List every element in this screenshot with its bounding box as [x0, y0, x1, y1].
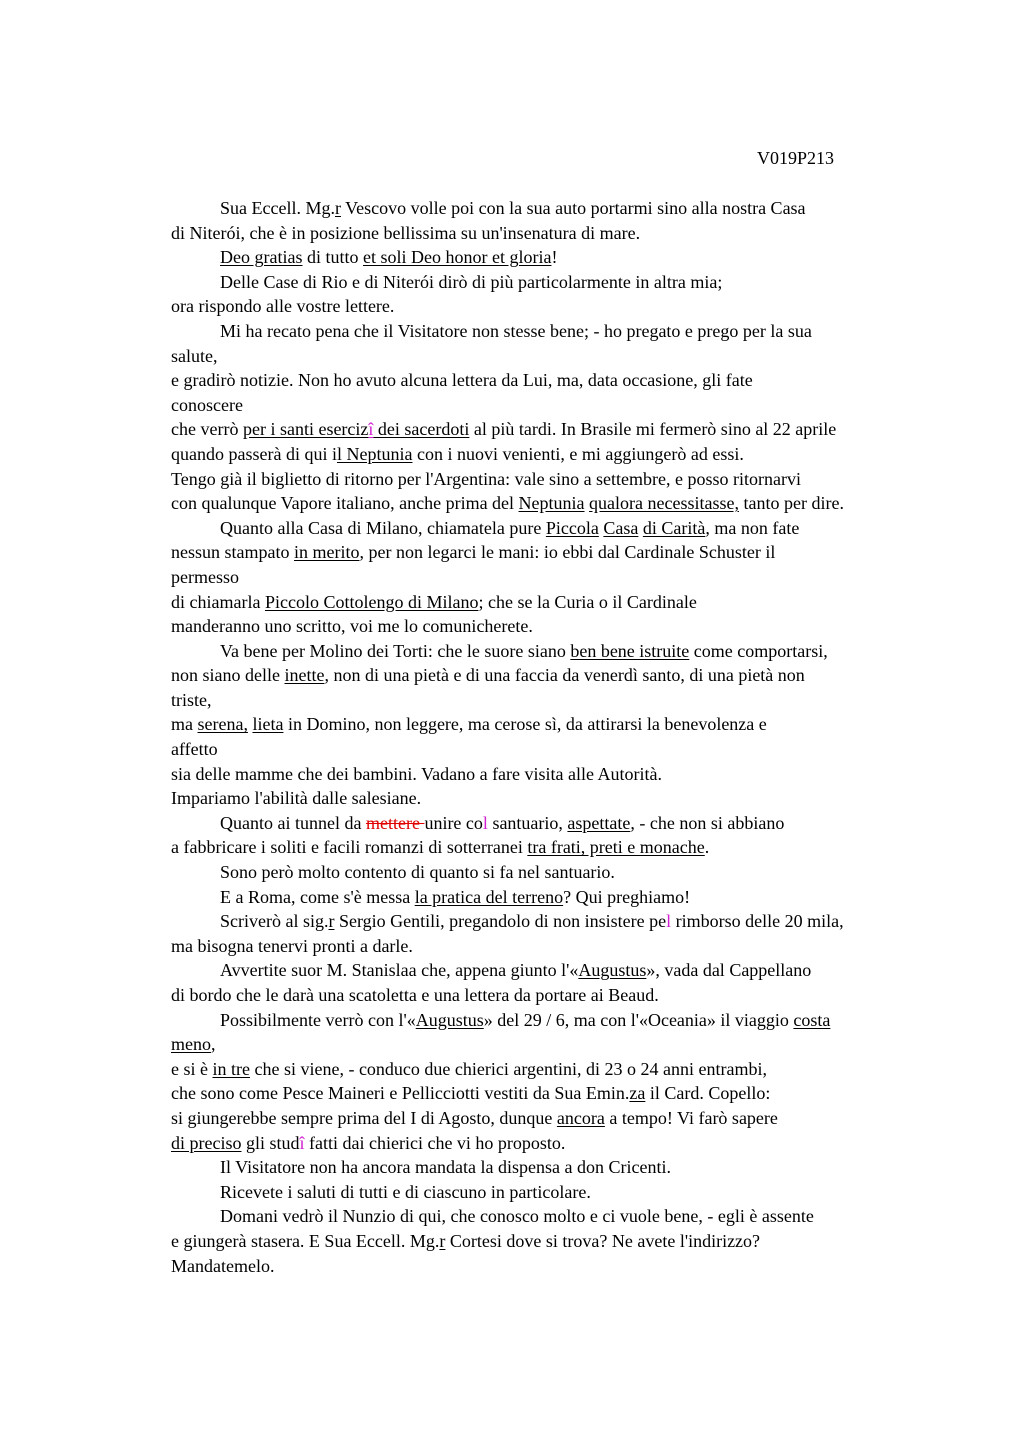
text-line — [171, 909, 961, 934]
text-line — [171, 319, 961, 344]
underlined-text: dei sacerdoti — [373, 419, 470, 440]
text-line — [171, 467, 961, 492]
text-line — [171, 762, 961, 787]
text-run: sia delle mamme che dei bambini. Vadano a fare visita alle Autorità. — [171, 763, 663, 784]
underlined-text: l Neptunia — [336, 443, 413, 464]
text-run: nessun stampato — [171, 542, 294, 563]
text-run: tanto per dire. — [738, 493, 844, 514]
underlined-text: in tre — [212, 1058, 250, 1079]
text-run: salute, — [171, 345, 218, 366]
deleted-word: mettere — [365, 812, 425, 833]
text-run: Sono però molto contento di quanto si fa nel santuario. — [220, 862, 615, 883]
text-run: affetto — [171, 739, 218, 760]
text-run: si giungerebbe sempre prima del I di Agosto, dunque — [171, 1107, 557, 1128]
underlined-text: meno — [171, 1034, 211, 1055]
text-run: Domani vedrò il Nunzio di qui, che conosco molto e ci vuole bene, - egli è assente — [220, 1206, 814, 1227]
inserted-letter: î — [368, 419, 374, 440]
text-line — [171, 934, 961, 959]
text-run: che si viene, - conduco due chierici argentini, di 23 o 24 anni entrambi, — [249, 1058, 767, 1079]
text-run: ! — [551, 247, 558, 268]
text-line — [171, 417, 961, 442]
text-line — [171, 294, 961, 319]
text-line — [171, 1254, 961, 1279]
underlined-text: et soli Deo honor et gloria — [362, 247, 552, 268]
text-line — [171, 614, 961, 639]
text-line — [171, 1131, 961, 1156]
text-run: Impariamo l'abilità dalle salesiane. — [171, 788, 422, 809]
text-run: che verrò — [171, 419, 243, 440]
text-run: in Domino, non leggere, ma cerose sì, da attirarsi la benevolenza e — [283, 714, 767, 735]
text-line — [171, 1057, 961, 1082]
text-line — [171, 393, 961, 418]
document-code: V019P213 — [757, 148, 835, 168]
underlined-text: Casa — [603, 517, 639, 538]
underlined-text: la pratica del terreno — [414, 886, 564, 907]
underlined-text: lieta — [252, 714, 284, 735]
text-line — [171, 1008, 961, 1033]
underlined-text: r — [439, 1230, 446, 1251]
text-run: santuario, — [487, 812, 568, 833]
underlined-text: Deo gratias — [220, 247, 303, 268]
text-line — [171, 860, 961, 885]
text-line — [171, 835, 961, 860]
text-run: di chiamarla — [171, 591, 265, 612]
text-line — [171, 344, 961, 369]
text-run: Ricevete i saluti di tutti e di ciascuno in particolare. — [220, 1181, 591, 1202]
text-line — [171, 442, 961, 467]
text-run: Quanto ai tunnel da — [220, 812, 366, 833]
text-run: di bordo che le darà una scatoletta e una lettera da portare ai Beaud. — [171, 985, 659, 1005]
text-run: a tempo! Vi farò sapere — [604, 1107, 778, 1128]
text-run: al più tardi. In Brasile mi fermerò sino al 22 aprile — [469, 419, 837, 440]
text-run: , non di una pietà e di una faccia da venerdì santo, di una pietà non — [324, 665, 805, 686]
underlined-text: Augustus — [578, 960, 647, 981]
underlined-text: ancora — [556, 1107, 605, 1128]
text-run: non siano delle — [171, 665, 285, 686]
letter-body — [171, 196, 961, 1278]
underlined-text: Piccola — [545, 517, 599, 538]
inserted-letter: l — [482, 812, 488, 833]
text-run: ; che se la Curia o il Cardinale — [478, 591, 697, 612]
text-line — [171, 688, 961, 713]
text-run: gli stud — [241, 1132, 300, 1153]
text-run: Tengo già il biglietto di ritorno per l'Argentina: vale sino a settembre, e posso ritornarvi — [171, 468, 801, 489]
underlined-text: qualora necessitasse, — [589, 493, 739, 514]
text-run: triste, — [171, 689, 212, 710]
text-run: Possibilmente verrò con l'« — [220, 1009, 416, 1030]
underlined-text: serena, — [197, 714, 248, 735]
text-run: Vescovo volle poi con la sua auto portarmi sino alla nostra Casa — [340, 198, 806, 218]
underlined-text: in merito — [294, 542, 360, 563]
text-run: permesso — [171, 566, 239, 587]
text-line — [171, 811, 961, 836]
text-run: , - che non si abbiano — [630, 812, 785, 833]
underlined-text: Neptunia — [518, 493, 585, 514]
text-line — [171, 491, 961, 516]
underlined-text: inette — [284, 665, 325, 686]
text-run: » del 29 / 6, ma con l'«Oceania» il viaggio — [483, 1009, 794, 1030]
text-line — [171, 639, 961, 664]
text-line — [171, 368, 961, 393]
text-line — [171, 1180, 961, 1205]
text-run: , ma non fate — [705, 517, 800, 538]
text-run: ma bisogna tenervi pronti a darle. — [171, 935, 413, 956]
underlined-text: Piccolo Cottolengo di Milano — [264, 591, 479, 612]
text-run: , — [211, 1034, 216, 1055]
text-run: di Niterói, che è in posizione bellissima su un'insenatura di mare. — [171, 222, 641, 243]
text-run: Mi ha recato pena che il Visitatore non stesse bene; - ho pregato e prego per la sua — [220, 320, 812, 341]
underlined-text: di preciso — [171, 1132, 242, 1153]
text-line — [171, 1081, 961, 1106]
text-line — [171, 1032, 961, 1057]
text-run: ma — [171, 714, 198, 735]
text-run: e giungerà stasera. E Sua Eccell. Mg. — [171, 1230, 440, 1251]
text-line — [171, 221, 961, 246]
text-run: ora rispondo alle vostre lettere. — [171, 296, 395, 317]
text-run: Il Visitatore non ha ancora mandata la dispensa a don Cricenti. — [220, 1157, 671, 1178]
underlined-text: di Carità — [642, 517, 706, 538]
text-run: Sua Eccell. Mg. — [220, 198, 335, 218]
text-line — [171, 245, 961, 270]
underlined-text: costa — [793, 1009, 831, 1030]
text-run: ? Qui preghiamo! — [563, 886, 691, 907]
text-run: fatti dai chierici che vi ho proposto. — [304, 1132, 566, 1153]
text-run: Scriverò al sig. — [220, 911, 329, 932]
text-run: che sono come Pesce Maineri e Pellicciotti vestiti da Sua Emin. — [171, 1083, 630, 1104]
text-line — [171, 663, 961, 688]
text-run: quando passerà di qui i — [171, 443, 337, 464]
text-run: Mandatemelo. — [171, 1255, 275, 1276]
text-run: rimborso delle 20 mila, — [671, 911, 844, 932]
underlined-text: r — [328, 911, 335, 932]
underlined-text: za — [629, 1083, 646, 1104]
text-run: di tutto — [302, 247, 363, 268]
text-line — [171, 196, 961, 221]
text-line — [171, 516, 961, 541]
text-line — [171, 1106, 961, 1131]
text-line — [171, 1204, 961, 1229]
text-line — [171, 565, 961, 590]
text-run: il Card. Copello: — [645, 1083, 771, 1104]
text-run: come comportarsi, — [689, 640, 828, 661]
text-line — [171, 885, 961, 910]
text-line — [171, 1229, 961, 1254]
text-line — [171, 270, 961, 295]
text-run: E a Roma, come s'è messa — [220, 886, 415, 907]
text-run: », vada dal Cappellano — [646, 960, 812, 981]
underlined-text: aspettate — [567, 812, 631, 833]
text-run: con i nuovi venienti, e mi aggiungerò ad essi. — [412, 443, 744, 464]
text-line — [171, 712, 961, 737]
text-run: Sergio Gentili, pregandolo di non insistere pe — [334, 911, 667, 932]
underlined-text: r — [334, 198, 341, 218]
text-line — [171, 983, 961, 1008]
text-run: Delle Case di Rio e di Niterói dirò di più particolarmente in altra mia; — [220, 271, 723, 292]
inserted-letter: l — [666, 911, 672, 932]
text-run: e si è — [171, 1058, 213, 1079]
text-run: manderanno uno scritto, voi me lo comunicherete. — [171, 616, 533, 637]
text-run: Avvertite suor M. Stanislaa che, appena giunto l'« — [220, 960, 579, 981]
text-run: unire co — [424, 812, 483, 833]
text-run: e gradirò notizie. Non ho avuto alcuna lettera da Lui, ma, data occasione, gli fate — [171, 370, 753, 391]
text-run: con qualunque Vapore italiano, anche prima del — [171, 493, 519, 514]
text-line — [171, 1155, 961, 1180]
inserted-letter: î — [299, 1132, 305, 1153]
text-run: Quanto alla Casa di Milano, chiamatela pure — [220, 517, 546, 538]
text-run: a fabbricare i soliti e facili romanzi di sotterranei — [171, 837, 528, 858]
text-run: Va bene per Molino dei Torti: che le suore siano — [220, 640, 571, 661]
text-line — [171, 958, 961, 983]
text-line — [171, 590, 961, 615]
text-line — [171, 540, 961, 565]
text-run: . — [704, 837, 710, 858]
text-line — [171, 786, 961, 811]
underlined-text: per i santi eserciz — [242, 419, 369, 440]
text-line — [171, 737, 961, 762]
underlined-text: Augustus — [415, 1009, 484, 1030]
underlined-text: tra frati, preti e monache — [527, 837, 705, 858]
underlined-text: ben bene istruite — [570, 640, 690, 661]
text-run: conoscere — [171, 394, 243, 415]
text-run: Cortesi dove si trova? Ne avete l'indirizzo? — [445, 1230, 761, 1251]
text-run: , per non legarci le mani: io ebbi dal Cardinale Schuster il — [359, 542, 776, 563]
